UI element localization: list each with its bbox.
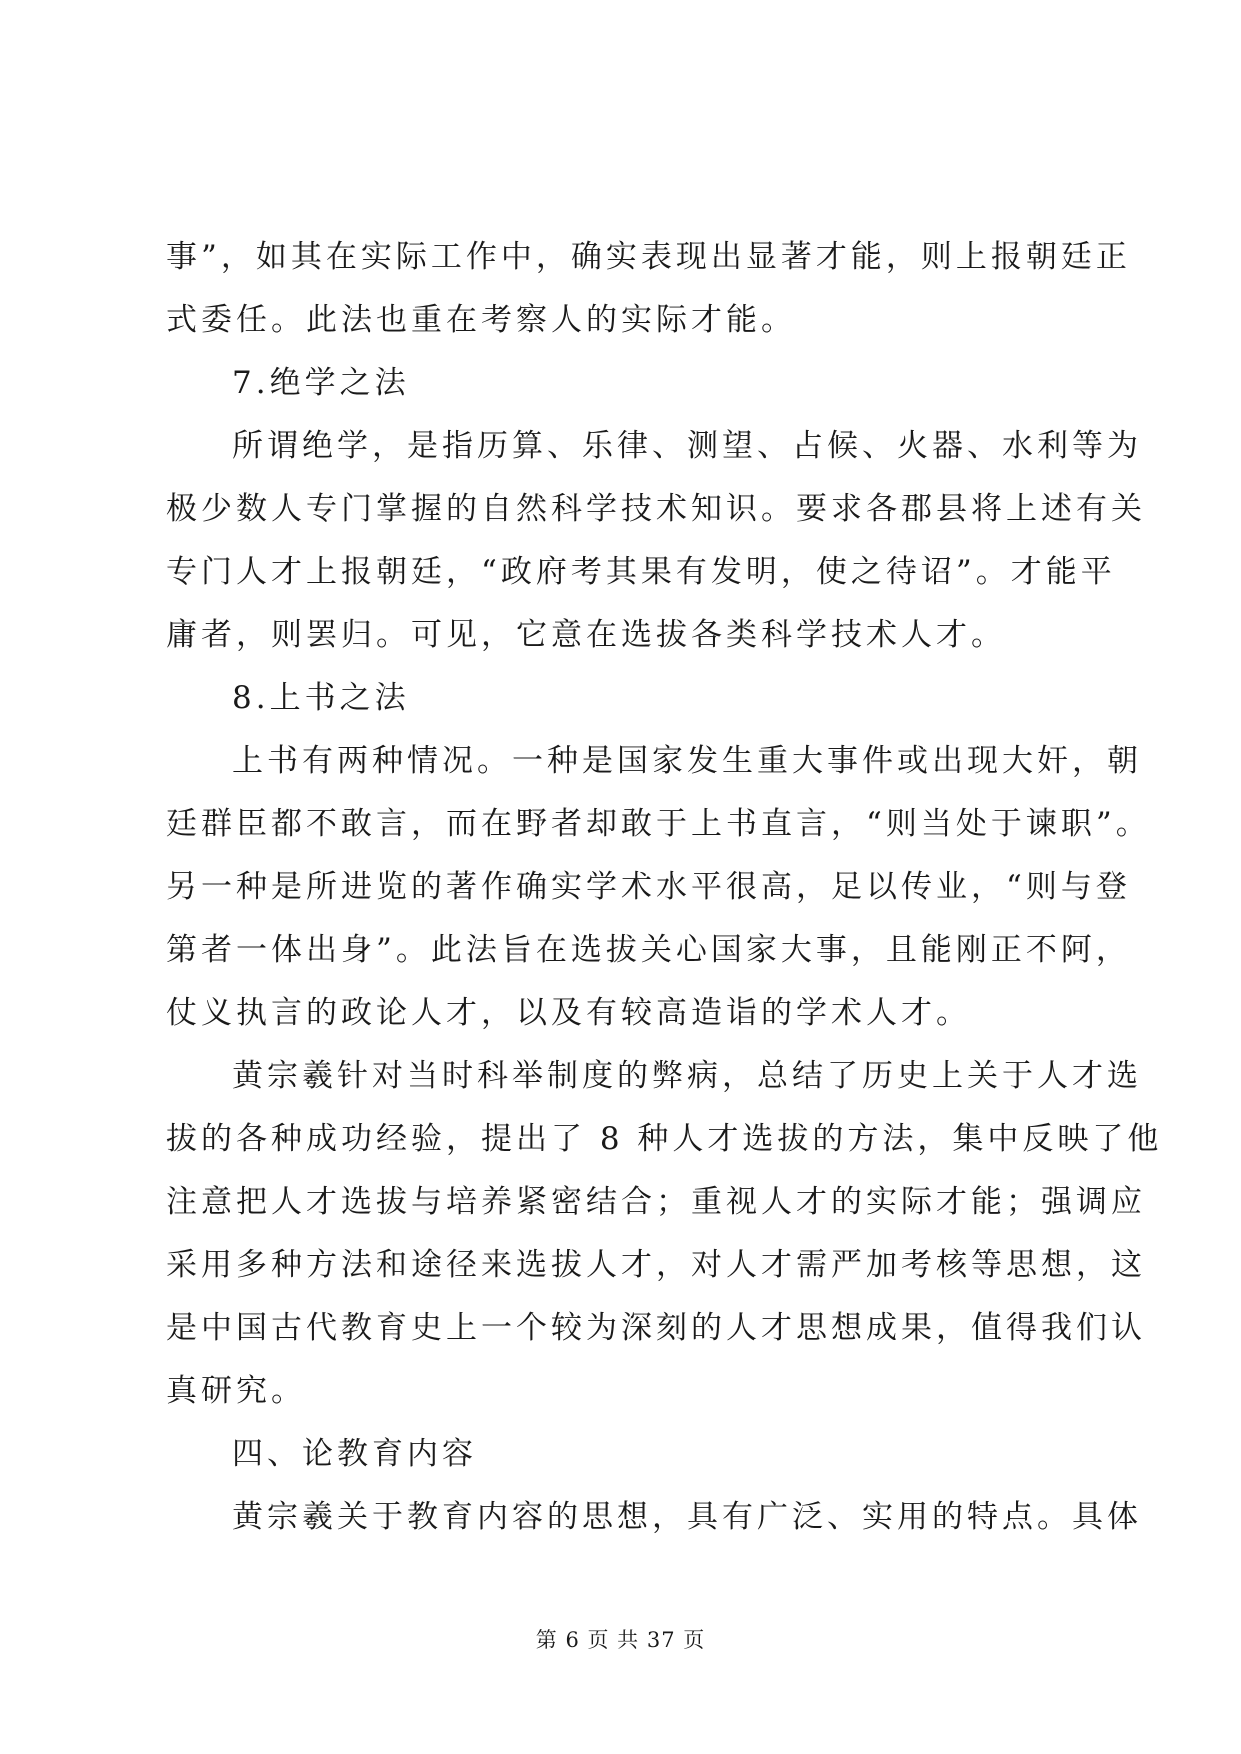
- text-line: 极少数人专门掌握的自然科学技术知识。要求各郡县将上述有关: [166, 491, 1146, 527]
- text-line: 仗义执言的政论人才，以及有较高造诣的学术人才。: [166, 995, 971, 1031]
- text-line: 真研究。: [166, 1373, 306, 1409]
- page-number-footer: 第 6 页 共 37 页: [535, 1628, 706, 1652]
- section-heading: 7.绝学之法: [232, 365, 410, 401]
- text-line: 庸者，则罢归。可见，它意在选拔各类科学技术人才。: [166, 617, 1006, 653]
- text-line: 所谓绝学，是指历算、乐律、测望、占候、火器、水利等为: [232, 428, 1142, 464]
- text-line: 专门人才上报朝廷，“政府考其果有发明，使之待诏”。才能平: [166, 554, 1116, 590]
- document-body: [166, 226, 1163, 1549]
- text-line: 拔的各种成功经验，提出了 8 种人才选拔的方法，集中反映了他: [166, 1121, 1163, 1157]
- text-line: 采用多种方法和途径来选拔人才，对人才需严加考核等思想，这: [166, 1247, 1146, 1283]
- text-line: 黄宗羲关于教育内容的思想，具有广泛、实用的特点。具体: [232, 1499, 1142, 1535]
- section-heading: 8.上书之法: [232, 680, 410, 716]
- section-heading: 四、论教育内容: [232, 1436, 477, 1472]
- text-line: 黄宗羲针对当时科举制度的弊病，总结了历史上关于人才选: [232, 1058, 1142, 1094]
- text-line: 是中国古代教育史上一个较为深刻的人才思想成果，值得我们认: [166, 1310, 1146, 1346]
- text-line: 事”，如其在实际工作中，确实表现出显著才能，则上报朝廷正: [166, 239, 1131, 275]
- text-line: 另一种是所进览的著作确实学术水平很高，足以传业，“则与登: [166, 869, 1131, 905]
- text-line: 式委任。此法也重在考察人的实际才能。: [166, 302, 796, 338]
- text-line: 第者一体出身”。此法旨在选拔关心国家大事，且能刚正不阿，: [166, 932, 1131, 968]
- text-line: 廷群臣都不敢言，而在野者却敢于上书直言，“则当处于谏职”。: [166, 806, 1151, 842]
- text-line: 注意把人才选拔与培养紧密结合；重视人才的实际才能；强调应: [166, 1184, 1146, 1220]
- text-line: 上书有两种情况。一种是国家发生重大事件或出现大奸，朝: [232, 743, 1142, 779]
